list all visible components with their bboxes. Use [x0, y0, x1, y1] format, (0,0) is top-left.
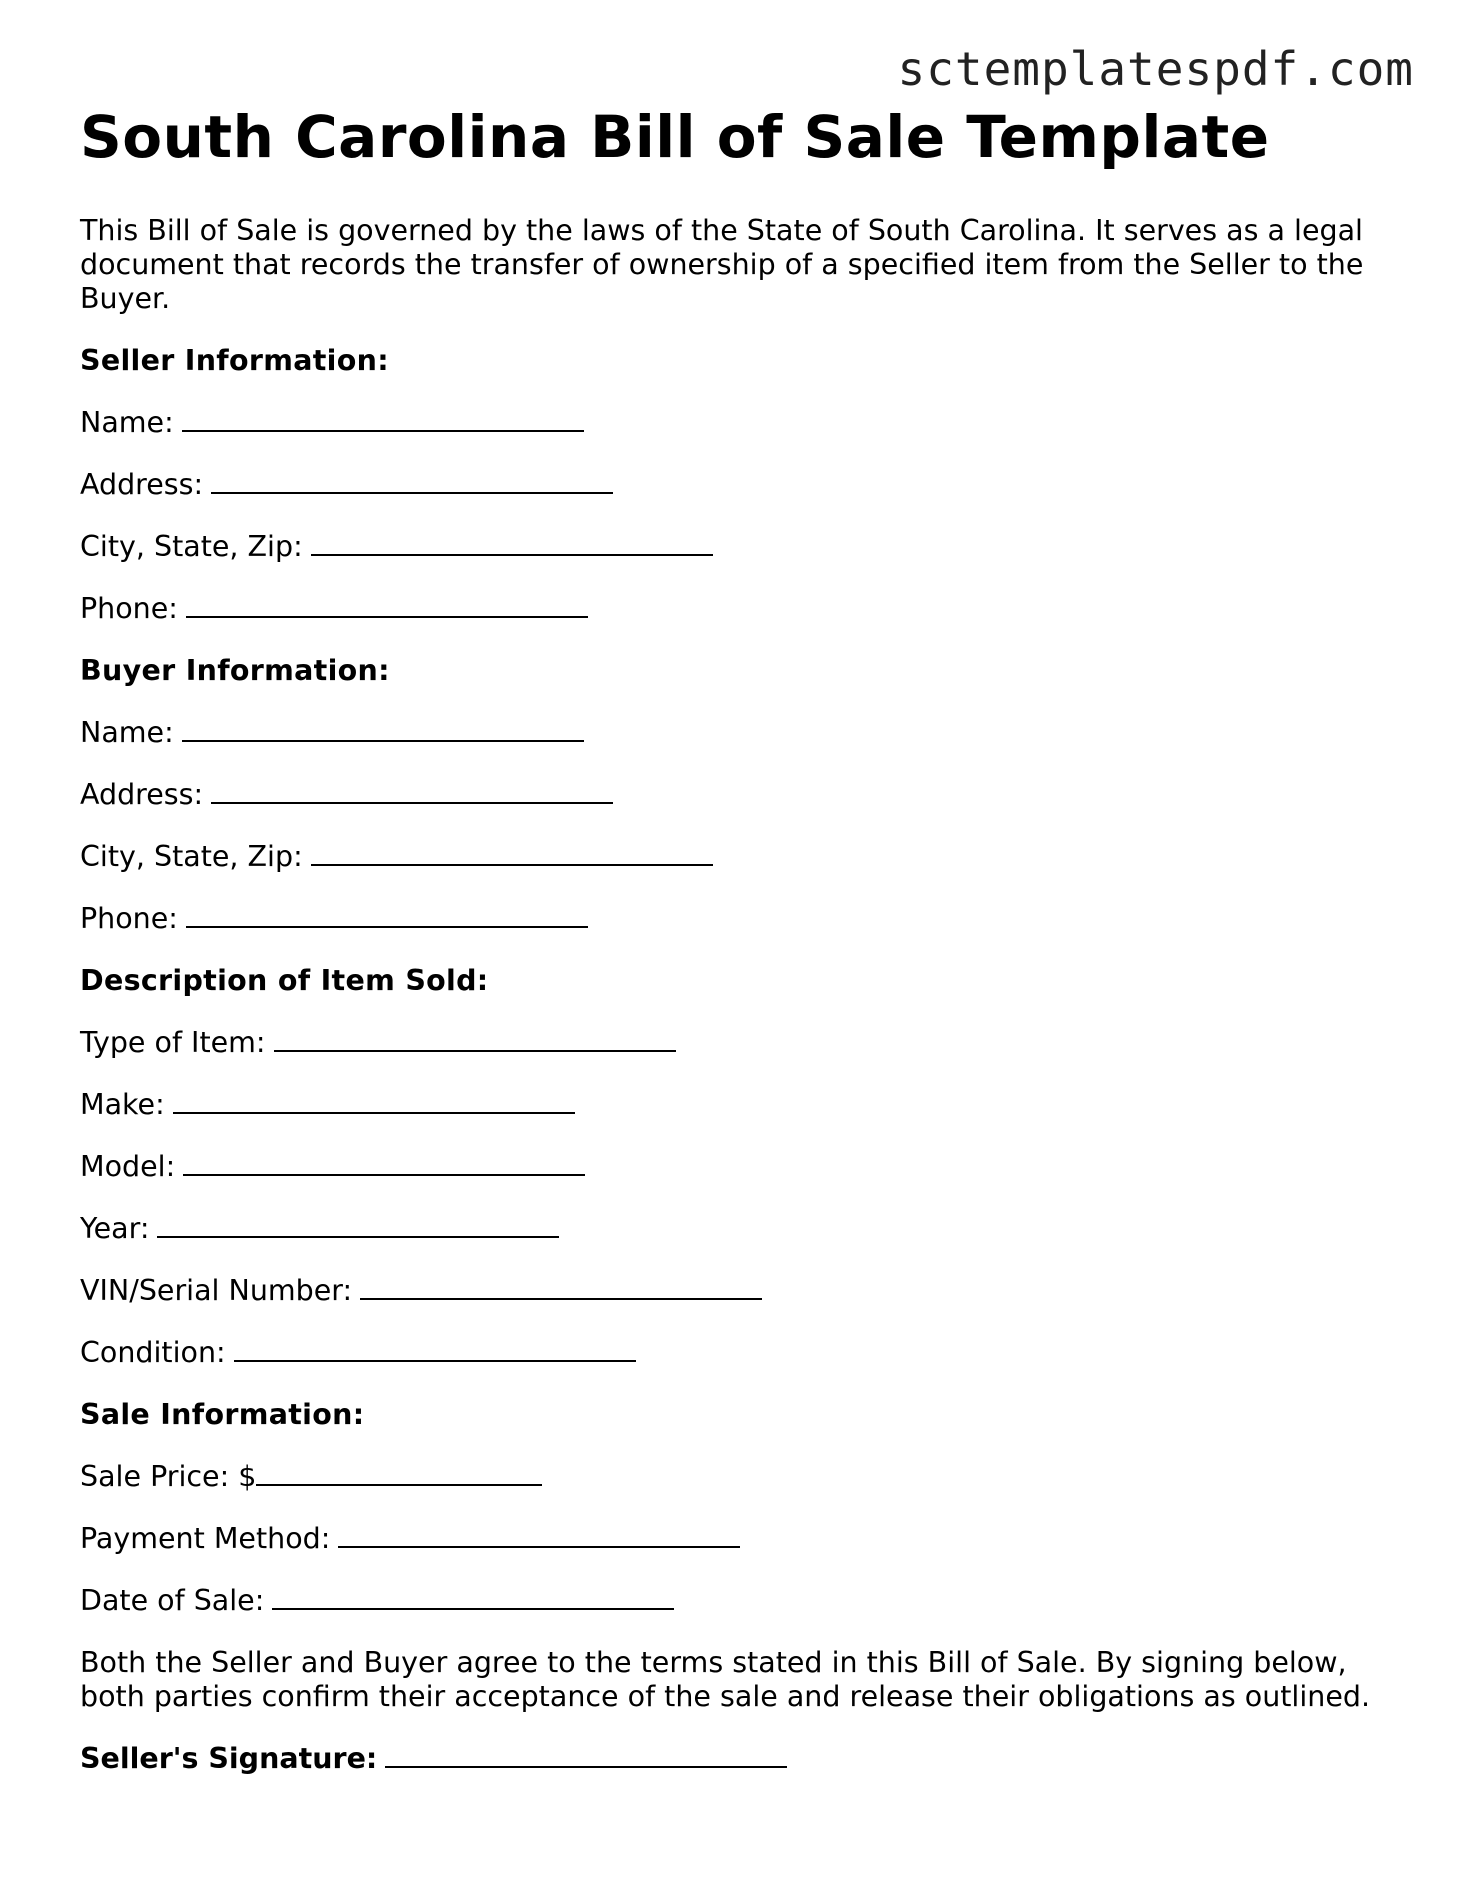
seller-phone-field — [80, 592, 1400, 626]
seller-phone-blank[interactable] — [186, 594, 588, 618]
seller-signature-blank[interactable] — [385, 1744, 787, 1768]
item-make-field — [80, 1088, 1400, 1122]
buyer-phone-field — [80, 902, 1400, 936]
item-vin-field — [80, 1274, 1400, 1308]
field-label: Make: — [80, 1088, 165, 1121]
sale-date-blank[interactable] — [272, 1586, 674, 1610]
sale-section — [80, 1398, 1400, 1618]
seller-address-field — [80, 468, 1400, 502]
buyer-city-field — [80, 840, 1400, 874]
closing-paragraph: Both the Seller and Buyer agree to the terms stated in this Bill of Sale. By signing below, both parties confirm their acceptance of the sale and release their obligations as outlined. — [80, 1646, 1371, 1713]
site-watermark: sctemplatespdf.com — [897, 42, 1414, 96]
item-vin-blank[interactable] — [360, 1276, 762, 1300]
buyer-name-blank[interactable] — [182, 718, 584, 742]
field-label: Date of Sale: — [80, 1584, 265, 1617]
sale-heading: Sale Information: — [80, 1398, 365, 1431]
seller-signature-field — [80, 1742, 1400, 1776]
buyer-name-field — [80, 716, 1400, 750]
field-label: Address: — [80, 468, 204, 501]
seller-name-field — [80, 406, 1400, 440]
field-label: Year: — [80, 1212, 150, 1245]
item-model-field — [80, 1150, 1400, 1184]
field-label: Address: — [80, 778, 204, 811]
seller-city-blank[interactable] — [311, 532, 713, 556]
item-section — [80, 964, 1400, 1370]
field-label: Name: — [80, 406, 174, 439]
sale-price-field — [80, 1460, 1400, 1494]
payment-method-field — [80, 1522, 1400, 1556]
field-label: Condition: — [80, 1336, 226, 1369]
document-title: South Carolina Bill of Sale Template — [80, 103, 1270, 171]
field-label: City, State, Zip: — [80, 840, 303, 873]
payment-method-blank[interactable] — [338, 1524, 740, 1548]
intro-paragraph: This Bill of Sale is governed by the laws of the State of South Carolina. It serves as a legal document that records the transfer of ownership of a specified item from the Seller to the Buyer. — [80, 214, 1364, 315]
field-label: VIN/Serial Number: — [80, 1274, 353, 1307]
buyer-heading: Buyer Information: — [80, 654, 390, 687]
field-label: Name: — [80, 716, 174, 749]
buyer-address-blank[interactable] — [211, 780, 613, 804]
field-label: Phone: — [80, 592, 178, 625]
seller-city-field — [80, 530, 1400, 564]
item-type-field — [80, 1026, 1400, 1060]
field-label: Phone: — [80, 902, 178, 935]
item-model-blank[interactable] — [183, 1152, 585, 1176]
field-label: Payment Method: — [80, 1522, 331, 1555]
signature-label: Seller's Signature: — [80, 1742, 378, 1775]
seller-heading: Seller Information: — [80, 344, 389, 377]
sale-price-blank[interactable] — [256, 1462, 542, 1486]
item-year-blank[interactable] — [157, 1214, 559, 1238]
seller-name-blank[interactable] — [182, 408, 584, 432]
item-type-blank[interactable] — [274, 1028, 676, 1052]
item-heading: Description of Item Sold: — [80, 964, 489, 997]
field-label: City, State, Zip: — [80, 530, 303, 563]
field-label: Sale Price: $ — [80, 1460, 257, 1493]
buyer-address-field — [80, 778, 1400, 812]
item-condition-blank[interactable] — [234, 1338, 636, 1362]
item-condition-field — [80, 1336, 1400, 1370]
seller-address-blank[interactable] — [211, 470, 613, 494]
seller-section — [80, 344, 1400, 626]
item-make-blank[interactable] — [173, 1090, 575, 1114]
field-label: Model: — [80, 1150, 176, 1183]
buyer-phone-blank[interactable] — [186, 904, 588, 928]
sale-date-field — [80, 1584, 1400, 1618]
buyer-city-blank[interactable] — [311, 842, 713, 866]
field-label: Type of Item: — [80, 1026, 266, 1059]
item-year-field — [80, 1212, 1400, 1246]
buyer-section — [80, 654, 1400, 936]
document-page — [80, 102, 1400, 1805]
